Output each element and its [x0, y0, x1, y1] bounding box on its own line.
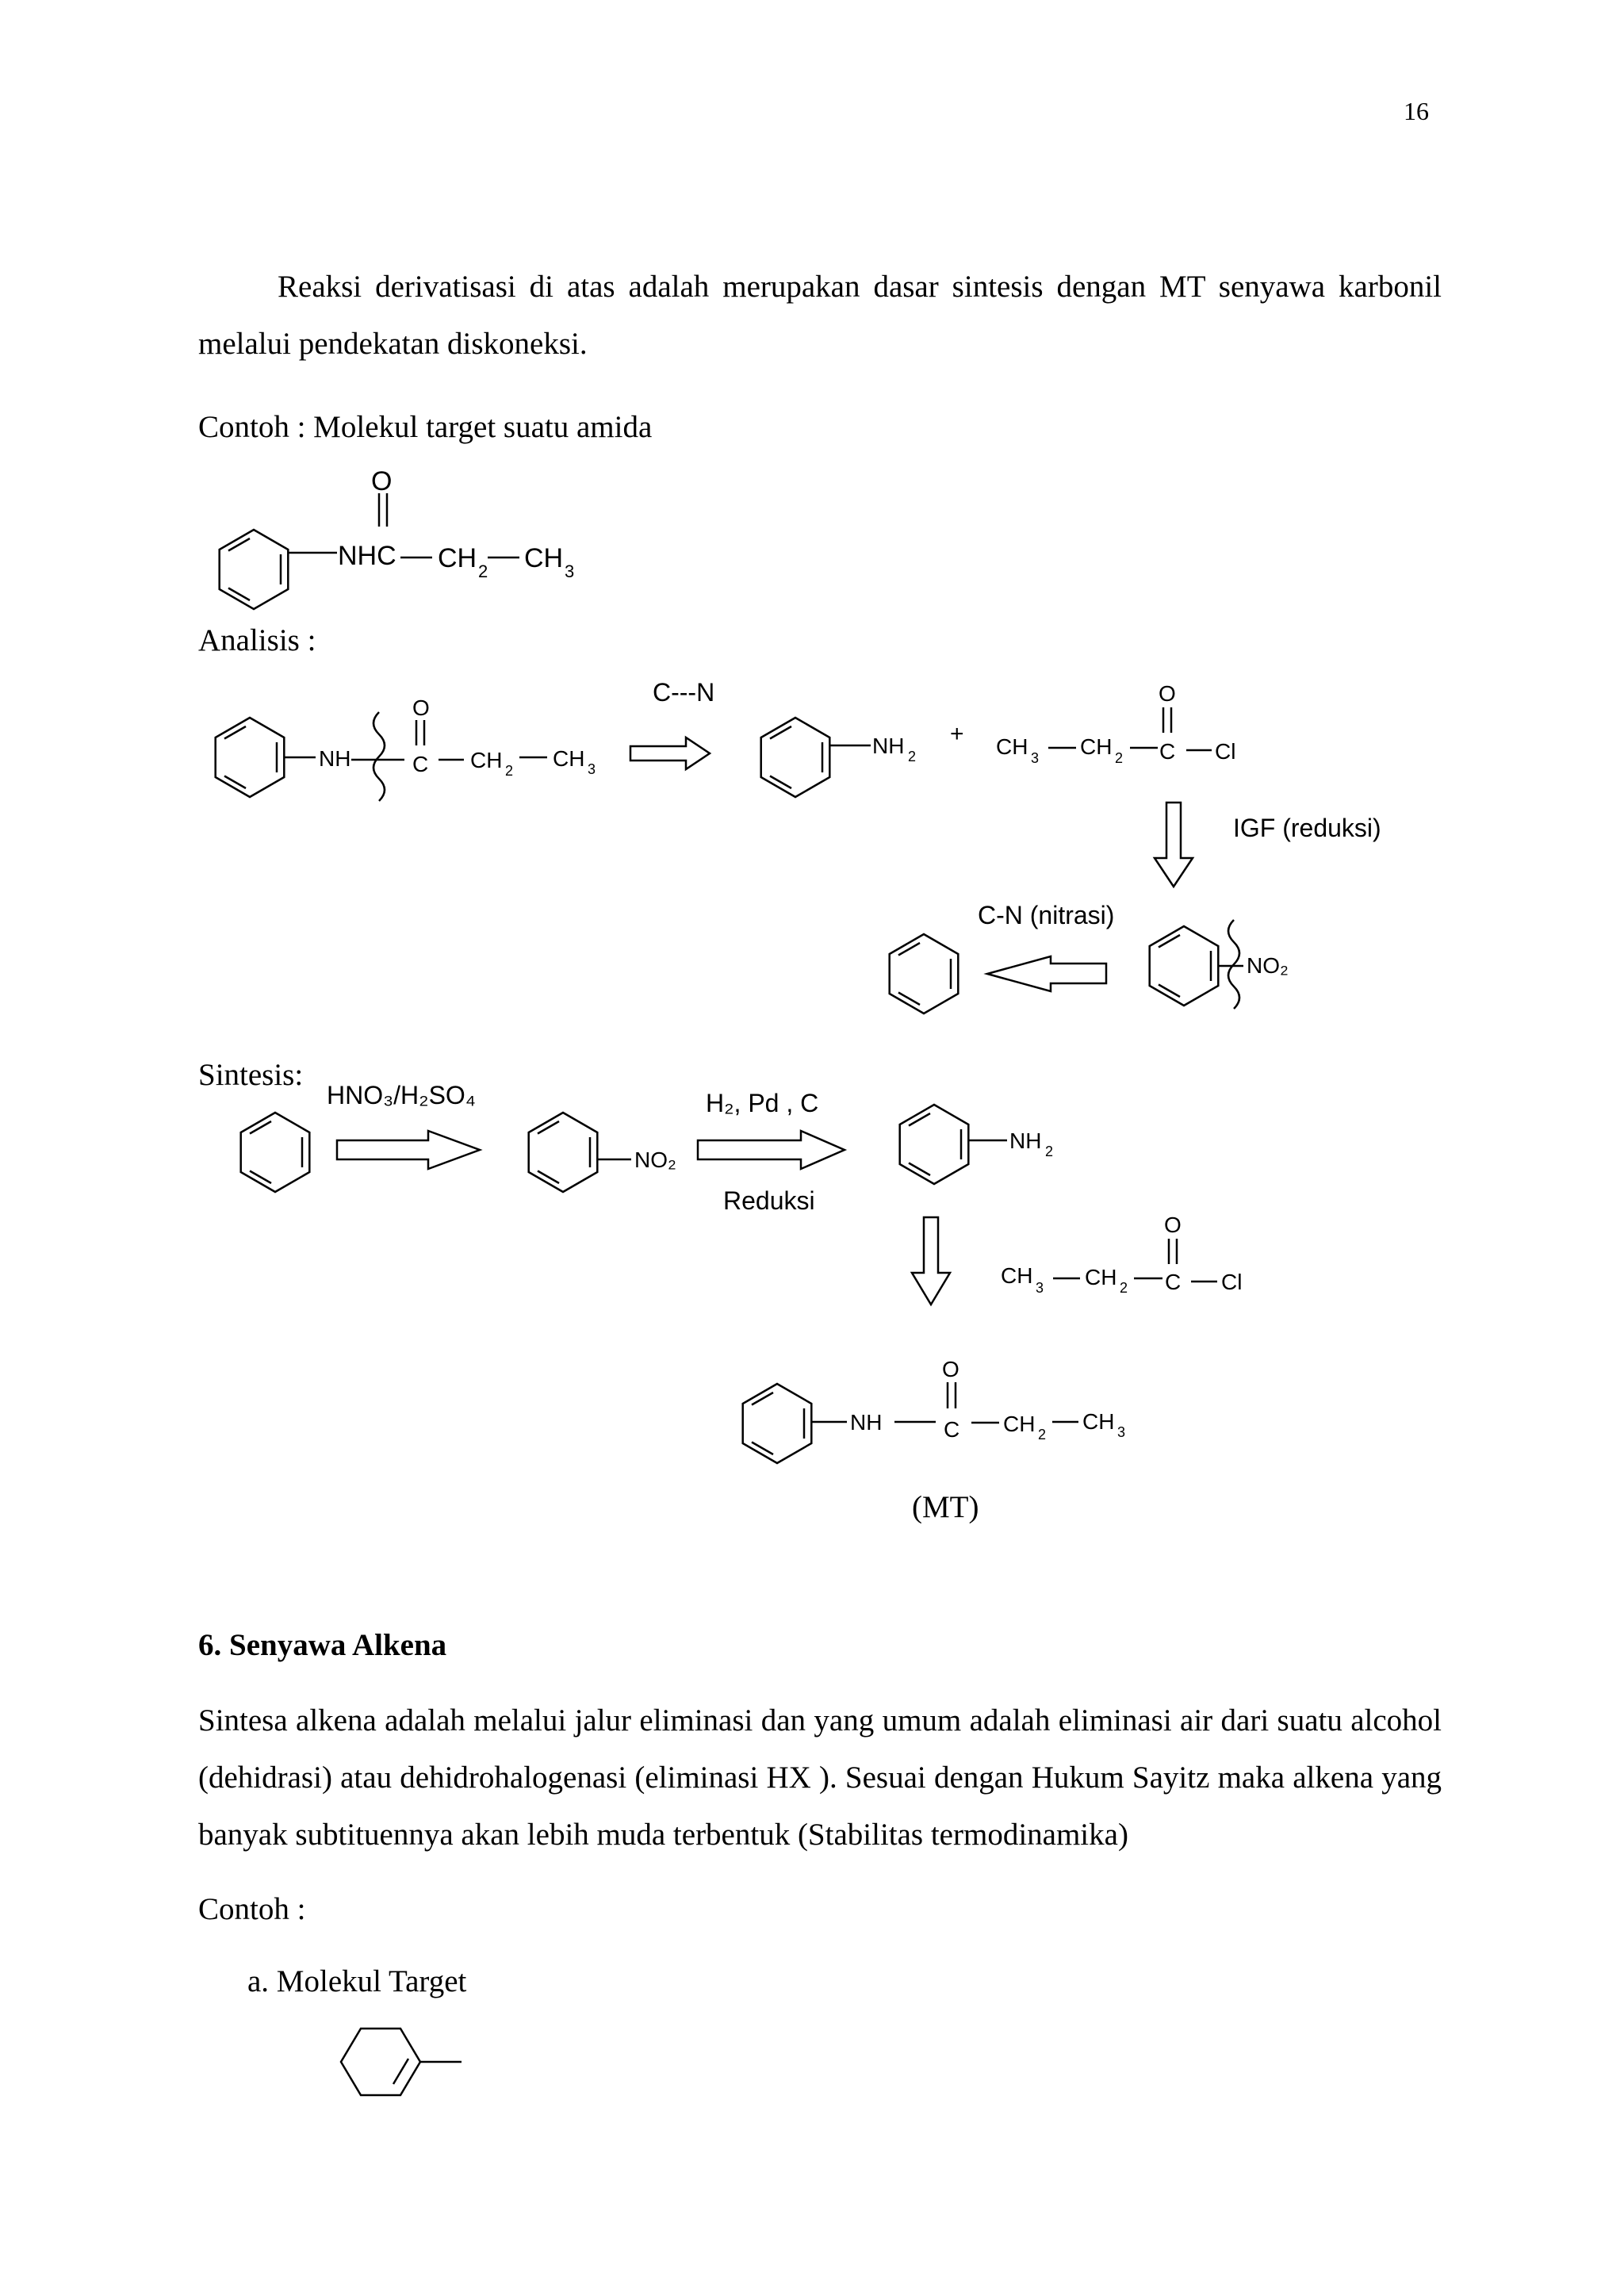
label-ch: CH — [438, 543, 477, 573]
label-no: NO₂ — [1247, 953, 1289, 978]
label-ch: CH — [470, 748, 503, 772]
label-sub3: 3 — [1031, 750, 1040, 766]
label-reagent-h2: H₂, Pd , C — [706, 1089, 819, 1117]
label-plus: + — [950, 721, 964, 747]
target-amide-structure — [220, 466, 575, 609]
label-ch: CH — [1080, 734, 1113, 759]
label-o: O — [942, 1357, 959, 1381]
label-ch: CH — [996, 734, 1028, 759]
intro-paragraph: Reaksi derivatisasi di atas adalah merupakan dasar sintesis dengan MT senyawa karbonil melalui pendekatan diskoneksi. — [198, 270, 1442, 361]
label-sub2: 2 — [908, 749, 917, 764]
benzene-ring — [220, 530, 289, 609]
page-number: 16 — [1404, 97, 1429, 125]
example-label: Contoh : — [198, 1892, 306, 1926]
label-ch: CH — [524, 543, 564, 573]
benzene-ring — [761, 718, 830, 797]
mt-label: (MT) — [912, 1490, 979, 1524]
label-sub3: 3 — [565, 561, 575, 581]
cyclohexene-ring — [341, 2029, 420, 2095]
benzene-ring — [241, 1113, 310, 1192]
label-ch: CH — [1003, 1412, 1036, 1436]
label-c: C — [412, 752, 429, 776]
benzene-ring — [216, 718, 285, 797]
benzene-ring — [890, 934, 959, 1013]
label-sub2: 2 — [478, 561, 488, 581]
label-nh: NH — [1009, 1128, 1042, 1153]
label-c: C — [1159, 739, 1176, 764]
label-sub2: 2 — [505, 763, 514, 779]
benzene-ring — [743, 1384, 812, 1463]
label-sub2: 2 — [1115, 750, 1124, 766]
synthesis-route — [241, 1081, 1243, 1463]
label-sub2: 2 — [1045, 1144, 1054, 1159]
benzene-ring — [1150, 926, 1219, 1006]
analysis-disconnection — [216, 678, 1381, 1013]
label-ch: CH — [1085, 1265, 1117, 1289]
benzene-ring — [529, 1113, 598, 1192]
label-sub2: 2 — [1038, 1427, 1047, 1443]
label-c-n-nitration: C-N (nitrasi) — [978, 901, 1115, 929]
label-nh: NH — [319, 746, 351, 771]
label-nh: NH — [850, 1410, 883, 1435]
section-heading: 6. Senyawa Alkena — [198, 1628, 447, 1662]
label-nh: NH — [872, 734, 905, 758]
label-igf-reduction: IGF (reduksi) — [1233, 814, 1381, 842]
retrosynthesis-arrow — [630, 738, 710, 769]
analysis-label: Analisis : — [198, 623, 316, 657]
label-no: NO₂ — [634, 1148, 676, 1172]
synthesis-label: Sintesis: — [198, 1058, 304, 1092]
benzene-ring — [900, 1105, 969, 1184]
synthesis-arrow-2 — [698, 1131, 845, 1169]
label-cl: Cl — [1221, 1270, 1243, 1294]
label-c: C — [944, 1417, 960, 1442]
methylcyclohexene-structure — [341, 2029, 462, 2095]
disconnection-wavy-line — [373, 712, 385, 801]
list-item-a: a. Molekul Target — [247, 1964, 467, 1998]
label-ch: CH — [1001, 1263, 1033, 1288]
label-sub3: 3 — [588, 761, 596, 777]
label-o: O — [1164, 1213, 1182, 1237]
label-sub3: 3 — [1036, 1280, 1044, 1296]
down-arrow — [1155, 803, 1193, 887]
label-sub3: 3 — [1117, 1424, 1126, 1440]
label-nhc: NHC — [338, 541, 396, 571]
label-o: O — [1159, 681, 1176, 706]
synthesis-arrow-1 — [337, 1131, 480, 1169]
label-sub2: 2 — [1120, 1280, 1128, 1296]
label-o: O — [412, 695, 430, 720]
label-c-n-disconnection: C---N — [653, 678, 715, 707]
alkene-paragraph: Sintesa alkena adalah melalui jalur eliminasi dan yang umum adalah eliminasi air dari suatu alcohol (dehidrasi) atau dehidrohalogenasi (eliminasi HX ). Sesuai dengan Hukum Sayitz maka alkena yang banyak subtituennya akan lebih muda terbentuk (Stabilitas termodinamika) — [198, 1703, 1442, 1852]
down-arrow — [912, 1217, 950, 1305]
disconnection-wavy-line — [1228, 920, 1239, 1009]
label-cl: Cl — [1215, 739, 1236, 764]
left-arrow — [987, 956, 1106, 991]
label-c: C — [1165, 1270, 1182, 1294]
label-ch: CH — [1082, 1409, 1115, 1434]
label-o: O — [371, 466, 393, 496]
label-reagent-hno3: HNO₃/H₂SO₄ — [327, 1081, 476, 1109]
example-line: Contoh : Molekul target suatu amida — [198, 410, 653, 444]
label-ch: CH — [553, 746, 585, 771]
label-reduksi: Reduksi — [723, 1186, 815, 1215]
